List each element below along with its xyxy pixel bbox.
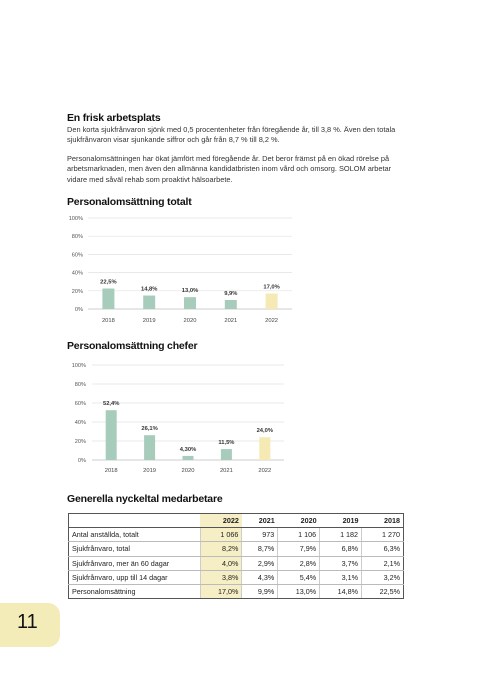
table-cell: 3,1% [320,570,362,584]
turnover-paragraph: Personalomsättningen har ökat jämfört med föregående år. Det beror främst på en ökad rörelse på arbetsmarknaden, men även den allmänna kandidatbristen inom vård och omsorg. SOLOM arbetar vidare med såväl rehab som proaktivt hälsoarbete. [67,154,392,184]
chart-personalomsattning-chefer [0,355,480,480]
table-header-cell: 2021 [242,514,278,528]
x-tick-label: 2018 [101,318,115,324]
table-header-cell: 2020 [278,514,320,528]
y-tick-label: 40% [71,270,83,277]
table-cell: 3,7% [320,556,362,570]
x-tick-label: 2020 [181,468,195,474]
bar [143,296,155,309]
table-row [69,584,404,598]
y-tick-label: 0% [77,458,86,464]
page-number: 11 [17,611,38,633]
page-number-tab [0,603,60,647]
table-cell: 1 182 [320,528,362,542]
x-tick-label: 2019 [143,468,157,474]
data-label: 11,5% [218,440,235,447]
x-tick-label: 2021 [224,318,238,324]
y-tick-label: 0% [74,307,83,313]
table-cell: 2,9% [242,556,278,570]
x-tick-label: 2022 [265,318,279,324]
table-row-label: Sjukfrånvaro, total [69,542,201,556]
table-cell: 2,1% [362,556,404,570]
y-tick-label: 20% [74,439,86,445]
bar [183,456,194,460]
table-cell: 1 066 [200,528,242,542]
y-tick-label: 100% [68,216,83,222]
table-cell: 1 106 [278,528,320,542]
table-row [69,570,404,584]
key-figures-table [68,513,404,599]
table-header-cell [69,514,201,528]
table-row-label: Sjukfrånvaro, mer än 60 dagar [69,556,201,570]
x-tick-label: 2018 [104,468,118,474]
y-tick-label: 40% [74,420,86,426]
table-cell: 7,9% [278,542,320,556]
x-tick-label: 2019 [142,318,156,324]
data-label: 17,0% [263,284,280,291]
section-title: En frisk arbetsplats [67,112,161,124]
table-row-label: Sjukfrånvaro, upp till 14 dagar [69,570,201,584]
table-cell: 6,3% [362,542,404,556]
table-row-label: Personalomsättning [69,584,201,598]
data-label: 13,0% [181,288,199,295]
table-cell: 3,2% [362,570,404,584]
table-cell: 6,8% [320,542,362,556]
data-label: 26,1% [141,426,158,433]
data-label: 24,0% [256,428,274,435]
bar [106,410,117,460]
intro-paragraph: Den korta sjukfrånvaron sjönk med 0,5 procentenheter från föregående år, till 3,8 %. Även den totala sjukfrånvaron visar sjunkande siffror och går från 8,7 % till 8,2 %. [67,125,396,145]
table-cell: 8,7% [242,542,278,556]
table-cell: 13,0% [278,584,320,598]
table-cell: 22,5% [362,584,404,598]
y-tick-label: 80% [74,382,86,388]
y-tick-label: 20% [71,288,83,295]
table-cell: 14,8% [320,584,362,598]
table-cell: 8,2% [200,542,242,556]
chart-title-total: Personalomsättning totalt [67,196,192,208]
table-header-row [69,514,404,528]
table-row [69,528,404,542]
table-header-cell: 2018 [362,514,404,528]
bar [221,449,232,460]
table-cell: 2,8% [278,556,320,570]
x-tick-label: 2020 [183,318,197,324]
bar [225,300,237,309]
table-cell: 973 [242,528,278,542]
bar [266,294,278,309]
data-label: 22,5% [100,279,117,286]
table-row [69,542,404,556]
table-cell: 4,3% [242,570,278,584]
chart-personalomsattning-totalt [0,210,480,330]
bar [144,435,155,460]
chart-title-chefer: Personalomsättning chefer [67,340,198,352]
table-row-label: Antal anställda, totalt [69,528,201,542]
data-label: 4,30% [179,446,197,453]
x-tick-label: 2022 [258,468,272,474]
table-cell: 4,0% [200,556,242,570]
y-tick-label: 100% [71,363,86,369]
table-row [69,556,404,570]
x-tick-label: 2021 [219,468,233,474]
table-cell: 17,0% [200,584,242,598]
y-tick-label: 60% [71,252,83,259]
data-label: 14,8% [140,286,158,293]
table-cell: 3,8% [200,570,242,584]
table-header-cell: 2019 [320,514,362,528]
table-title: Generella nyckeltal medarbetare [67,493,223,505]
bar [102,289,114,309]
table-header-cell: 2022 [200,514,242,528]
bar [184,297,196,309]
data-label: 52,4% [102,401,120,408]
data-label: 9,9% [224,290,238,297]
y-tick-label: 60% [74,401,86,407]
table-cell: 9,9% [242,584,278,598]
table-cell: 5,4% [278,570,320,584]
y-tick-label: 80% [71,234,83,241]
table-cell: 1 270 [362,528,404,542]
bar [259,437,270,460]
